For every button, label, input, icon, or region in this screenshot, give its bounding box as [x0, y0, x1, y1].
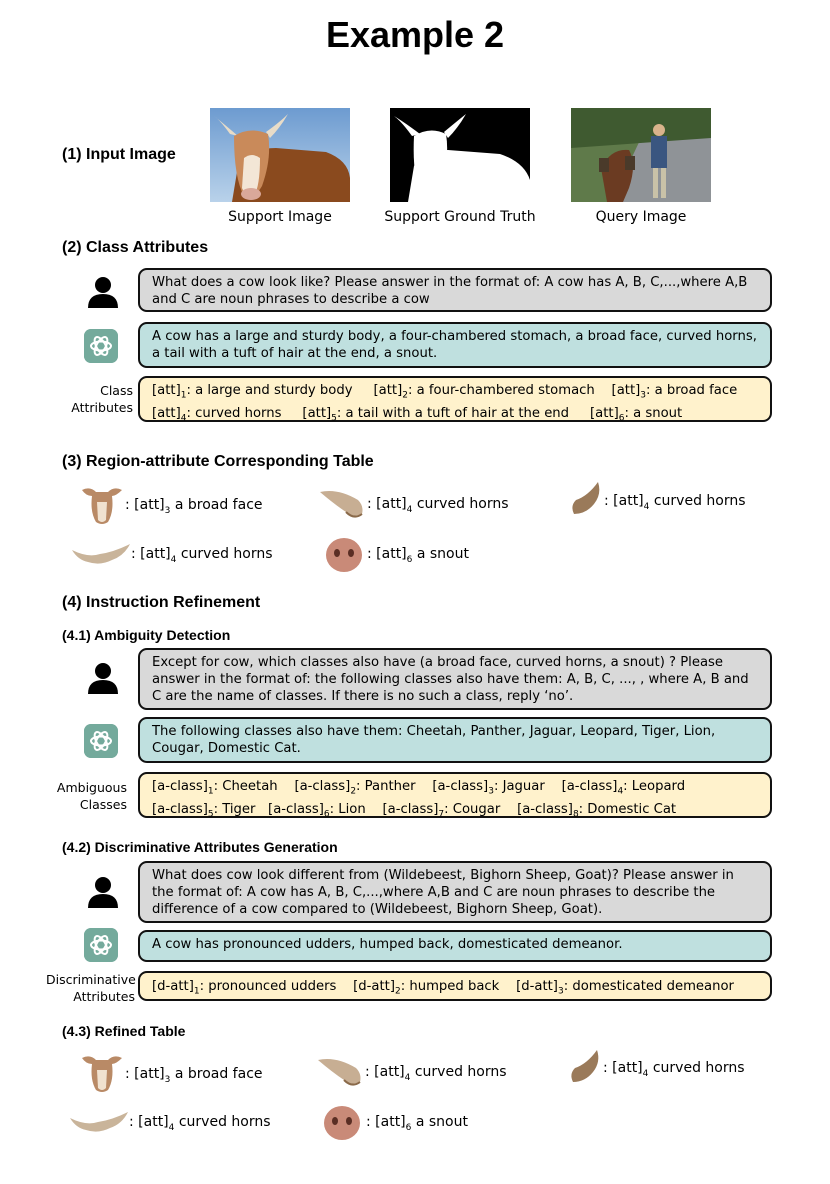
ambiguous-classes-label: Ambiguous Classes — [56, 780, 127, 812]
region-label: : $[att]_4$ curved horns — [367, 496, 509, 515]
class-item: $[a-class]_1$: Cheetah — [152, 779, 278, 797]
assistant-answer-box — [138, 930, 772, 962]
d-attribute-item: $[d-att]_3$: domesticated demeanor — [516, 979, 734, 997]
page-title: Example 2 — [325, 14, 505, 55]
region-face-image — [80, 1050, 124, 1094]
attribute-item: $[att]_2$: a four-chambered stomach — [373, 383, 595, 401]
region-label: : $[att]_4$ curved horns — [131, 546, 273, 565]
user-icon — [88, 876, 118, 908]
query-image — [571, 108, 711, 202]
heading-discriminative-generation: (4.2) Discriminative Attributes Generation — [62, 839, 338, 855]
assistant-answer-box — [138, 717, 772, 763]
attribute-item: $[att]_4$: curved horns — [152, 405, 282, 424]
class-item: $[a-class]_7$: Cougar — [382, 801, 501, 820]
caption-query-image: Query Image — [595, 209, 687, 225]
user-icon — [88, 276, 118, 308]
attribute-item: $[att]_3$: a broad face — [611, 383, 738, 401]
heading-class-attributes: (2) Class Attributes — [62, 239, 209, 256]
class-item: $[a-class]_2$: Panther — [294, 779, 416, 797]
attribute-item: $[att]_5$: a tail with a tuft of hair at the end — [302, 405, 570, 424]
discriminative-attributes-box — [138, 971, 772, 1001]
region-label: : $[att]_6$ a snout — [366, 1114, 468, 1133]
user-icon — [88, 662, 118, 694]
region-face-image — [80, 482, 124, 526]
user-question-box — [138, 861, 772, 923]
heading-refined-table: (4.3) Refined Table — [62, 1023, 186, 1039]
class-item: $[a-class]_4$: Leopard — [561, 779, 686, 797]
user-question-text: What does cow look different from (Wildebeest, Bighorn Sheep, Goat)? Please answer in the format of: A cow has A, B, C,...,where A,B and C are noun phrases to describe the difference of a cow compared to (Wildebeest, Bighorn Sheep, Goat). — [152, 868, 734, 917]
discriminative-attributes-label: Discriminative Attributes — [46, 972, 136, 1004]
user-question-box — [138, 648, 772, 710]
region-label: : $[att]_3$ a broad face — [125, 1066, 263, 1085]
attribute-item: $[att]_6$: a snout — [590, 405, 683, 424]
heading-region-table: (3) Region-attribute Corresponding Table — [62, 453, 374, 470]
user-question-box — [138, 268, 772, 312]
assistant-answer-text: A cow has a large and sturdy body, a four-chambered stomach, a broad face, curved horns, a tail with a tuft of hair at the end, a snout. — [152, 329, 757, 361]
chatgpt-icon — [84, 329, 118, 363]
region-snout-image — [324, 535, 364, 575]
region-horn-image-2 — [568, 480, 604, 516]
class-item: $[a-class]_6$: Lion — [268, 801, 366, 820]
attribute-item: $[att]_1$: a large and sturdy body — [152, 383, 353, 401]
region-snout-image — [322, 1103, 362, 1143]
heading-ambiguity-detection: (4.1) Ambiguity Detection — [62, 627, 231, 643]
class-attributes-label: Class Attributes — [71, 383, 133, 415]
region-horn-image-1 — [316, 1054, 364, 1088]
heading-input-image: (1) Input Image — [62, 146, 176, 163]
d-attribute-item: $[d-att]_2$: humped back — [353, 979, 500, 997]
region-horn-image-1 — [318, 486, 366, 520]
region-label: : $[att]_4$ curved horns — [365, 1064, 507, 1083]
ambiguous-classes-box — [138, 772, 772, 818]
class-item: $[a-class]_5$: Tiger — [152, 801, 256, 820]
caption-support-image: Support Image — [228, 209, 332, 225]
region-horn-image-3 — [70, 540, 132, 570]
support-ground-truth-mask — [390, 108, 530, 202]
caption-support-ground-truth: Support Ground Truth — [384, 209, 536, 225]
user-question-text: Except for cow, which classes also have (a broad face, curved horns, a snout) ? Please answer in the format of: the following classes also have them: A, B, C, ..., , where A, B and C are the name of classes. If there is no such a class, reply ‘no’. — [152, 655, 749, 704]
region-label: : $[att]_4$ curved horns — [603, 1060, 745, 1079]
d-attribute-item: $[d-att]_1$: pronounced udders — [152, 979, 337, 997]
class-item: $[a-class]_8$: Domestic Cat — [517, 801, 677, 820]
class-item: $[a-class]_3$: Jaguar — [432, 779, 545, 797]
support-image — [210, 108, 350, 202]
region-label: : $[att]_4$ curved horns — [129, 1114, 271, 1133]
chatgpt-icon — [84, 928, 118, 962]
region-label: : $[att]_6$ a snout — [367, 546, 469, 565]
heading-instruction-refinement: (4) Instruction Refinement — [62, 594, 261, 611]
chatgpt-icon — [84, 724, 118, 758]
region-horn-image-2 — [567, 1048, 603, 1084]
region-horn-image-3 — [68, 1108, 130, 1138]
assistant-answer-box — [138, 322, 772, 368]
assistant-answer-text: The following classes also have them: Cheetah, Panther, Jaguar, Leopard, Tiger, Lion, Cougar, Domestic Cat. — [152, 724, 716, 756]
user-question-text: What does a cow look like? Please answer in the format of: A cow has A, B, C,...,where A,B and C are noun phrases to describe a cow — [152, 275, 748, 307]
region-label: : $[att]_4$ curved horns — [604, 493, 746, 512]
class-attributes-box — [138, 376, 772, 422]
assistant-answer-text: A cow has pronounced udders, humped back, domesticated demeanor. — [152, 937, 623, 952]
region-label: : $[att]_3$ a broad face — [125, 497, 263, 516]
